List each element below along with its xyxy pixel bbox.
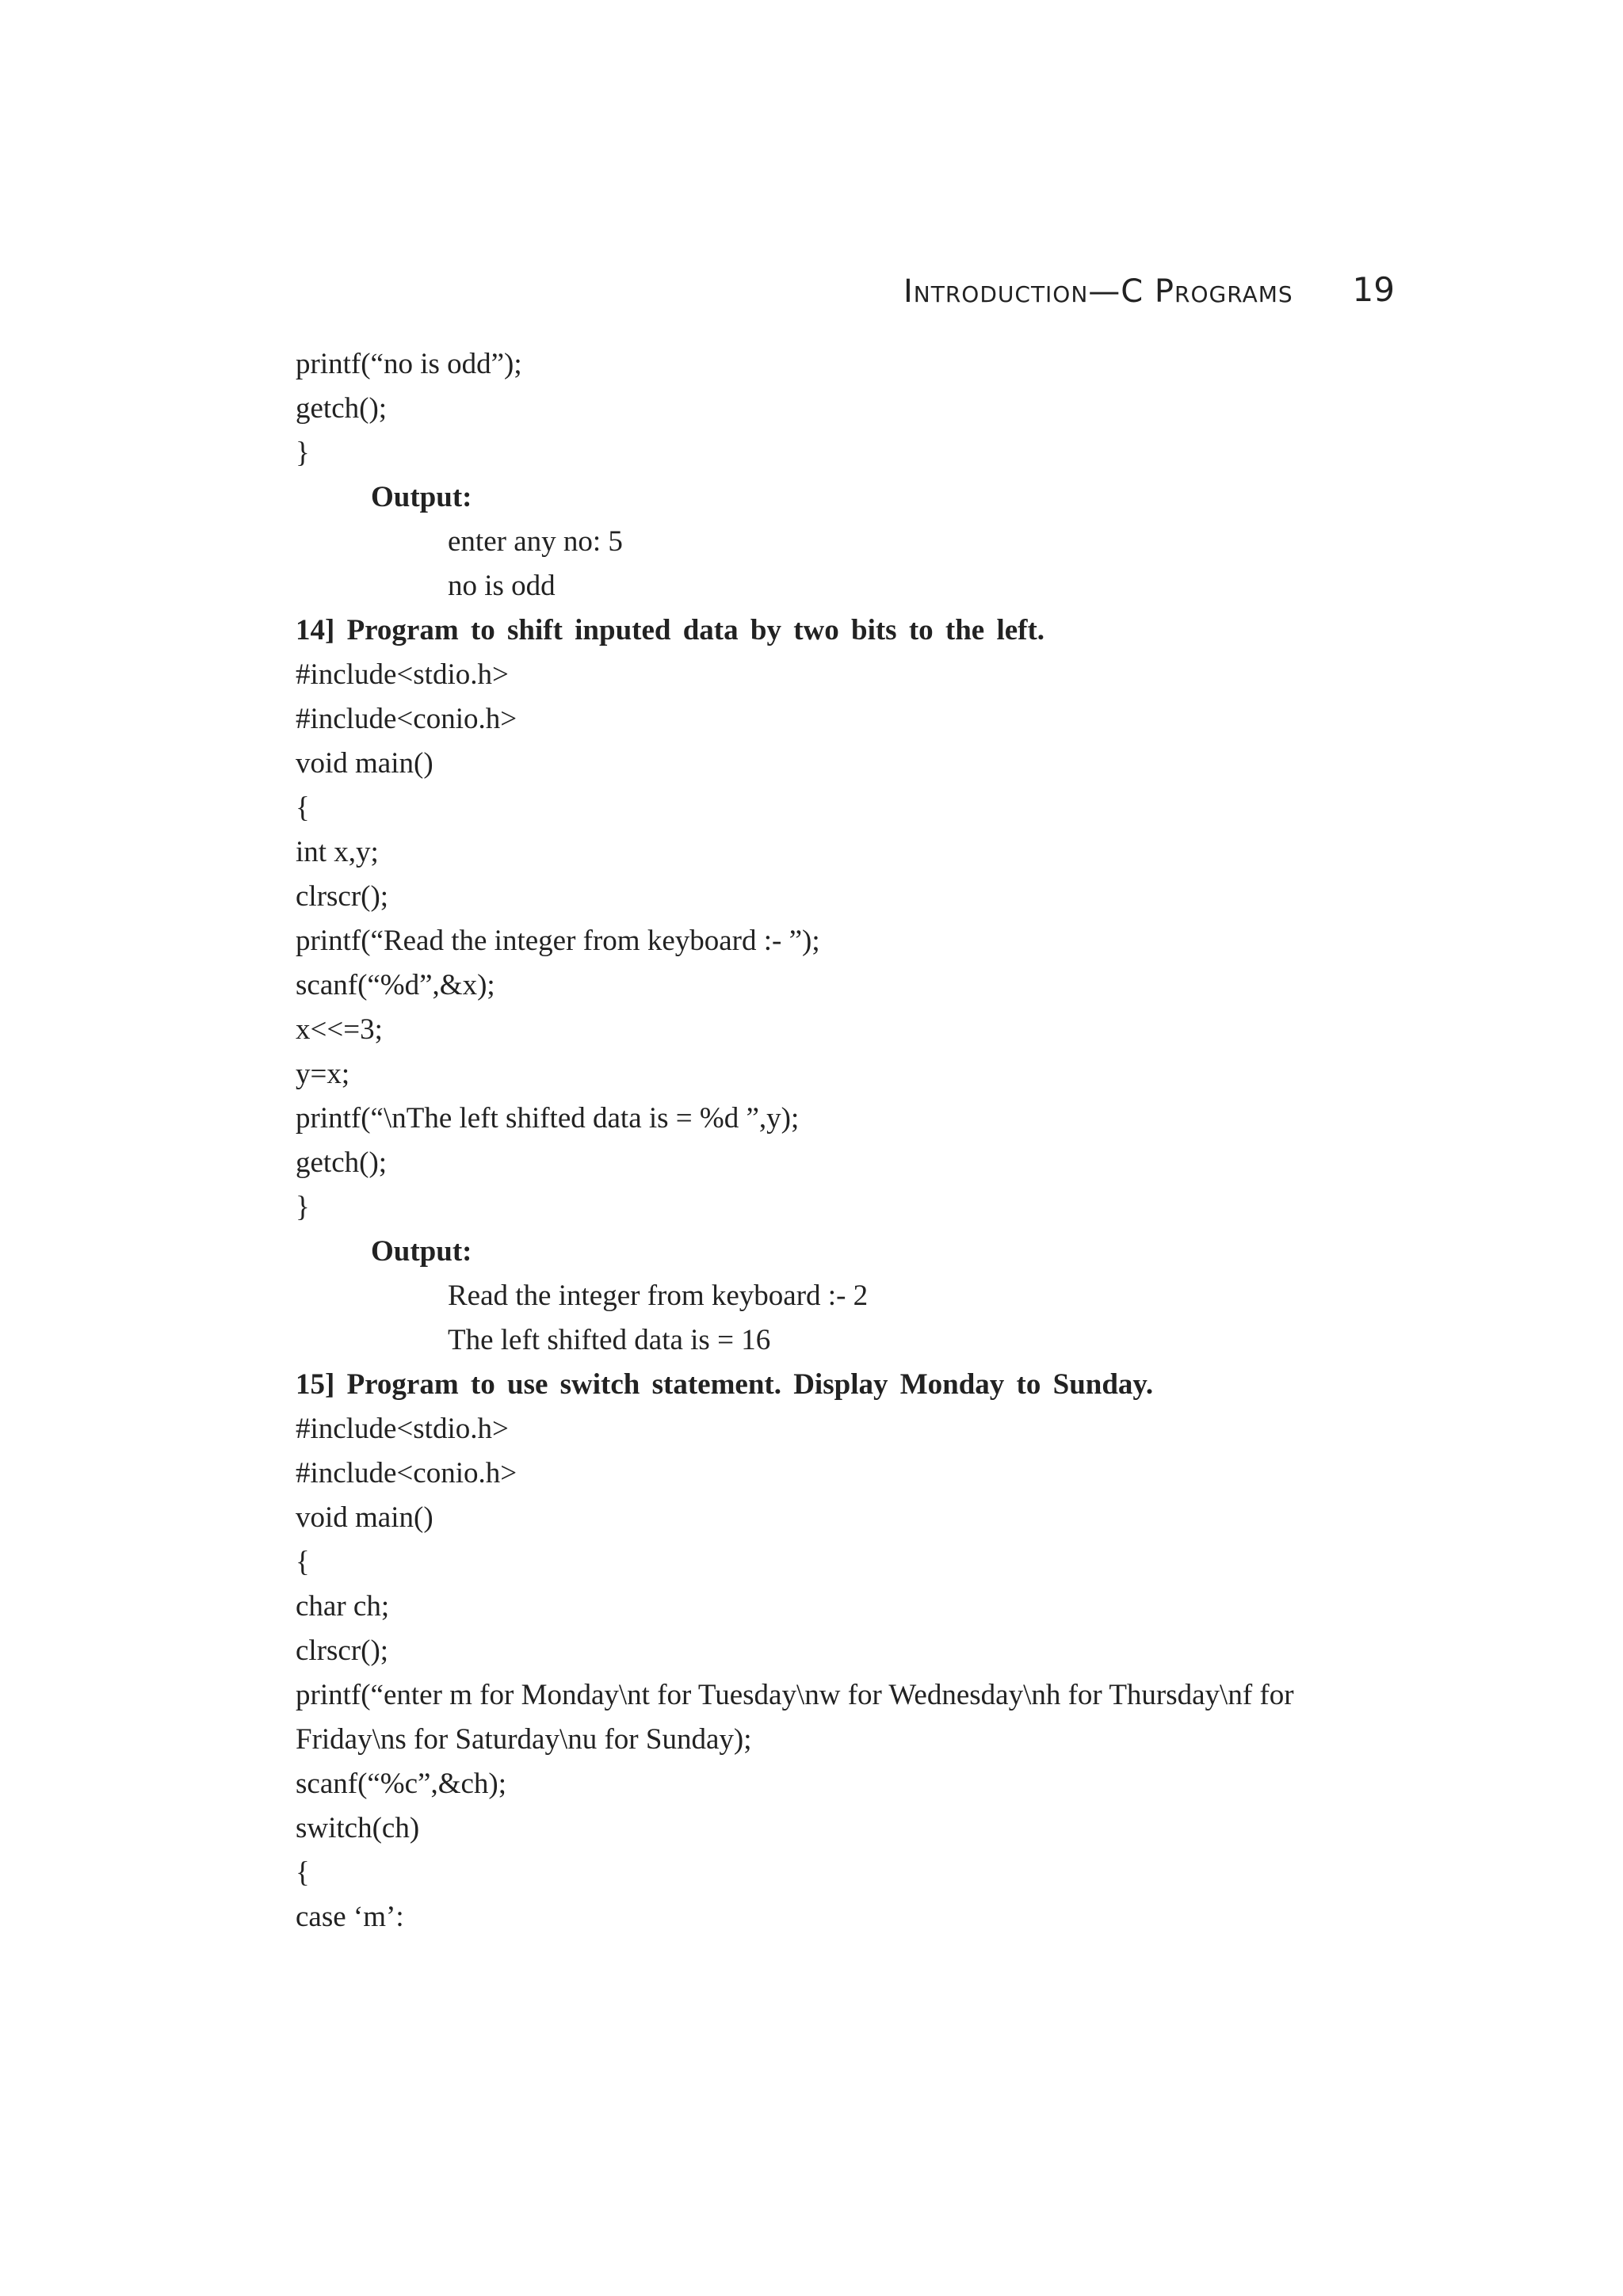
- running-head: [903, 270, 1395, 321]
- code-line: scanf(“%c”,&ch);: [296, 1768, 507, 1800]
- code-line: char ch;: [296, 1590, 390, 1623]
- code-line: #include<stdio.h>: [296, 658, 509, 691]
- code-line: x<<=3;: [296, 1013, 383, 1046]
- code-line: int x,y;: [296, 836, 379, 868]
- output-line: enter any no: 5: [448, 525, 623, 558]
- running-title: Introduction—C Programs: [903, 273, 1293, 310]
- code-line: {: [296, 791, 310, 824]
- code-line: printf(“Read the integer from keyboard :- ”);: [296, 925, 820, 957]
- code-line: getch();: [296, 1146, 388, 1179]
- output-line: The left shifted data is = 16: [448, 1324, 771, 1356]
- code-line: scanf(“%d”,&x);: [296, 969, 495, 1001]
- program-heading: 15] Program to use switch statement. Display Monday to Sunday.: [296, 1368, 1154, 1401]
- code-line: void main(): [296, 747, 433, 780]
- code-line-wrapped: printf(“enter m for Monday\nt for Tuesday\nw for Wednesday\nh for Thursday\nf for Friday\ns for Saturday\nu for Sunday);: [296, 1679, 1294, 1756]
- code-line: case ‘m’:: [296, 1901, 404, 1933]
- code-line: y=x;: [296, 1058, 350, 1090]
- code-line: switch(ch): [296, 1812, 420, 1844]
- code-line: {: [296, 1546, 310, 1578]
- code-line: #include<stdio.h>: [296, 1413, 509, 1445]
- code-line: printf(“no is odd”);: [296, 348, 522, 380]
- program-heading: 14] Program to shift inputed data by two bits to the left.: [296, 614, 1045, 646]
- code-line: {: [296, 1856, 310, 1889]
- page-body: [296, 342, 1342, 1939]
- code-line: getch();: [296, 392, 388, 425]
- code-line: void main(): [296, 1501, 433, 1534]
- page-number: 19: [1352, 270, 1395, 309]
- code-line: clrscr();: [296, 1634, 389, 1667]
- code-line: printf(“\nThe left shifted data is = %d ”,y);: [296, 1102, 800, 1135]
- code-line: }: [296, 1191, 310, 1223]
- code-line: }: [296, 437, 310, 469]
- code-line: #include<conio.h>: [296, 703, 517, 735]
- code-line: clrscr();: [296, 880, 389, 913]
- output-label: Output:: [371, 1235, 472, 1268]
- output-label: Output:: [371, 481, 472, 513]
- output-line: no is odd: [448, 570, 556, 602]
- code-line: #include<conio.h>: [296, 1457, 517, 1489]
- output-line: Read the integer from keyboard :- 2: [448, 1280, 869, 1312]
